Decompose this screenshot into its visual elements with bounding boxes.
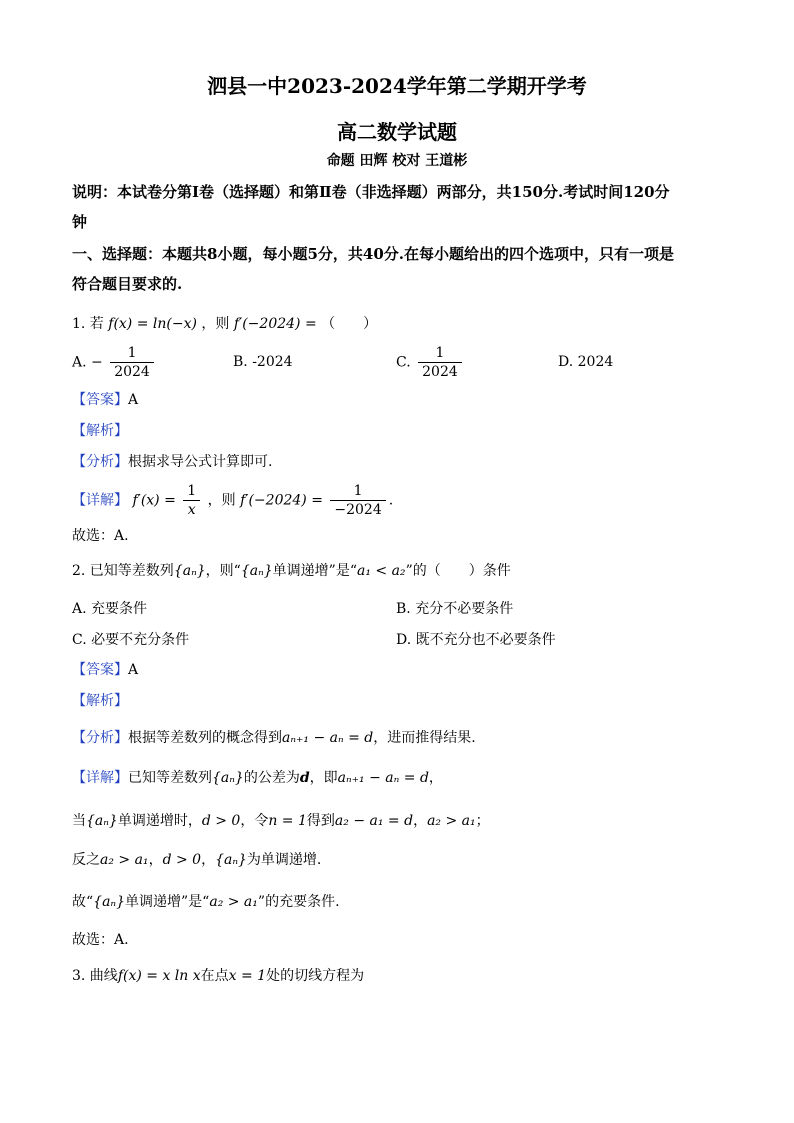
- math-expr: n = 1: [268, 813, 307, 829]
- q1-option-d: D. 2024: [558, 354, 614, 370]
- analysis-text-b: ，进而推得结果.: [373, 730, 476, 746]
- intro-line-2: 钟: [72, 213, 88, 231]
- q2-answer: [72, 660, 138, 680]
- q3-point: x = 1: [228, 968, 267, 984]
- q1-number: 1. 若: [72, 316, 104, 332]
- q2-option-a: A. 充要条件: [72, 601, 148, 617]
- q2-detail-line-3: [72, 850, 321, 870]
- q3-function-expr: f(x) = x ln x: [117, 968, 201, 984]
- fraction-numerator: 1: [183, 482, 200, 501]
- seq-expr: {aₙ}: [212, 770, 244, 786]
- q3-stem-c: 处的切线方程为: [266, 968, 365, 984]
- q2-stem-d: ”的（ ）条件: [405, 563, 511, 579]
- exam-title: 泗县一中2023-2024学年第二学期开学考: [207, 74, 587, 98]
- answer-tag: 【答案】: [72, 662, 128, 678]
- fraction-numerator: 1: [110, 344, 154, 363]
- q1-detail-fraction: [183, 482, 200, 519]
- math-expr: d > 0: [162, 852, 202, 868]
- fraction-numerator: 1: [418, 344, 462, 363]
- detail-text: ，即: [309, 770, 338, 786]
- q1-option-c: [396, 344, 465, 381]
- q2-option-d: D. 既不充分也不必要条件: [396, 632, 556, 648]
- q1-option-c-label: C.: [396, 354, 411, 371]
- q3-stem-a: 3. 曲线: [72, 968, 118, 984]
- q1-answer: [72, 390, 138, 410]
- detail-text: ，: [413, 813, 428, 829]
- math-expr: a₂ > a₁: [100, 852, 149, 868]
- math-expr: d > 0: [201, 813, 241, 829]
- fraction-denominator: −2024: [334, 502, 382, 518]
- section1-line-1: 一、选择题：本题共8小题，每小题5分，共40分.在每小题给出的四个选项中，只有一项是: [72, 245, 674, 263]
- q3-stem: [72, 966, 364, 986]
- analysis-tag: 【分析】: [72, 730, 128, 746]
- q1-detail: [72, 482, 393, 519]
- detail-text: 得到: [306, 813, 335, 829]
- q1-analysis: [72, 452, 272, 472]
- q2-option-b: B. 充分不必要条件: [396, 601, 514, 617]
- detail-text: 已知等差数列: [128, 770, 212, 786]
- q1-option-b: B. -2024: [233, 354, 293, 370]
- detail-text: ，: [148, 852, 163, 868]
- answer-value: A: [128, 392, 139, 408]
- q1-detail-mid: ，则: [207, 492, 236, 509]
- q2-seq: {aₙ}: [173, 563, 206, 579]
- detail-text: 单调递增”是“: [125, 894, 210, 910]
- detail-text: 为单调递增.: [246, 852, 322, 868]
- detail-text: ，: [428, 770, 443, 786]
- q1-blank: （ ）: [321, 316, 378, 332]
- q2-analysis: [72, 728, 476, 748]
- detail-text: ，: [201, 852, 216, 868]
- q2-detail-line-1: [72, 768, 443, 788]
- seq-expr: {aₙ}: [215, 852, 247, 868]
- q2-choice: 故选：A.: [72, 932, 129, 948]
- detail-text: 的公差为: [243, 770, 300, 786]
- detail-text: 单调递增时，: [117, 813, 202, 829]
- q1-detail-end: .: [388, 492, 394, 509]
- fraction-denominator: 2024: [114, 364, 150, 380]
- q1-option-c-fraction: [418, 344, 462, 381]
- q1-detail-expr: f′(x) =: [132, 492, 176, 509]
- detail-tag: 【详解】: [72, 492, 128, 509]
- q1-option-a-label: A.: [72, 354, 87, 371]
- common-difference: d: [299, 770, 310, 786]
- detail-text: ；: [475, 813, 490, 829]
- fraction-denominator: 2024: [422, 364, 458, 380]
- detail-tag: 【详解】: [72, 770, 128, 786]
- exam-subtitle: 高二数学试题: [337, 120, 457, 144]
- q1-mid-text: ，则: [201, 316, 230, 332]
- seq-expr: {aₙ}: [93, 894, 126, 910]
- intro-line-1: 说明：本试卷分第Ⅰ卷（选择题）和第Ⅱ卷（非选择题）两部分，共150分.考试时间120分: [72, 183, 670, 201]
- recurrence-expr: aₙ₊₁ − aₙ = d: [337, 770, 429, 786]
- fraction-numerator: 1: [330, 482, 385, 501]
- q2-condition: a₁ < a₂: [357, 563, 406, 579]
- q2-option-c: C. 必要不充分条件: [72, 632, 190, 648]
- q1-detail-expr2: f′(−2024) =: [240, 492, 323, 509]
- q1-derivative-expr: f′(−2024) =: [233, 316, 317, 332]
- seq-expr: {aₙ}: [86, 813, 118, 829]
- q1-option-a-sign: −: [91, 354, 103, 371]
- analysis-tag: 【分析】: [72, 454, 128, 470]
- q2-stem-c: 单调递增”是“: [272, 563, 357, 579]
- q1-option-a: [72, 344, 157, 381]
- q2-stem-b: ，则“: [205, 563, 241, 579]
- fraction-denominator: x: [187, 502, 196, 518]
- q2-stem-a: 2. 已知等差数列: [72, 563, 174, 579]
- section1-line-2: 符合题目要求的.: [72, 275, 183, 293]
- answer-value: A: [128, 662, 139, 678]
- analysis-text-a: 根据等差数列的概念得到: [128, 730, 282, 746]
- exam-authors: 命题 田辉 校对 王道彬: [326, 153, 468, 169]
- q1-detail-fraction2: [330, 482, 385, 519]
- q2-jiexi-tag: 【解析】: [72, 693, 128, 709]
- detail-text: 反之: [72, 852, 100, 868]
- detail-text: ”的充要条件.: [257, 894, 340, 910]
- q1-jiexi-tag: 【解析】: [72, 423, 128, 439]
- math-expr: a₂ > a₁: [209, 894, 258, 910]
- q2-detail-line-4: [72, 892, 340, 912]
- analysis-text: 根据求导公式计算即可.: [128, 454, 273, 470]
- q1-stem: [72, 314, 377, 334]
- q2-stem: [72, 561, 511, 581]
- q2-detail-line-2: [72, 811, 490, 831]
- math-expr: a₂ > a₁: [427, 813, 476, 829]
- detail-text: ，令: [240, 813, 269, 829]
- q3-stem-b: 在点: [200, 968, 229, 984]
- detail-text: 当: [72, 813, 86, 829]
- q1-function-expr: f(x) = ln(−x): [108, 316, 197, 332]
- q1-option-a-fraction: [110, 344, 154, 381]
- math-expr: a₂ − a₁ = d: [334, 813, 414, 829]
- detail-text: 故“: [72, 894, 94, 910]
- q2-seq-2: {aₙ}: [240, 563, 273, 579]
- answer-tag: 【答案】: [72, 392, 128, 408]
- analysis-expr: aₙ₊₁ − aₙ = d: [282, 730, 374, 746]
- q1-choice: 故选：A.: [72, 528, 129, 544]
